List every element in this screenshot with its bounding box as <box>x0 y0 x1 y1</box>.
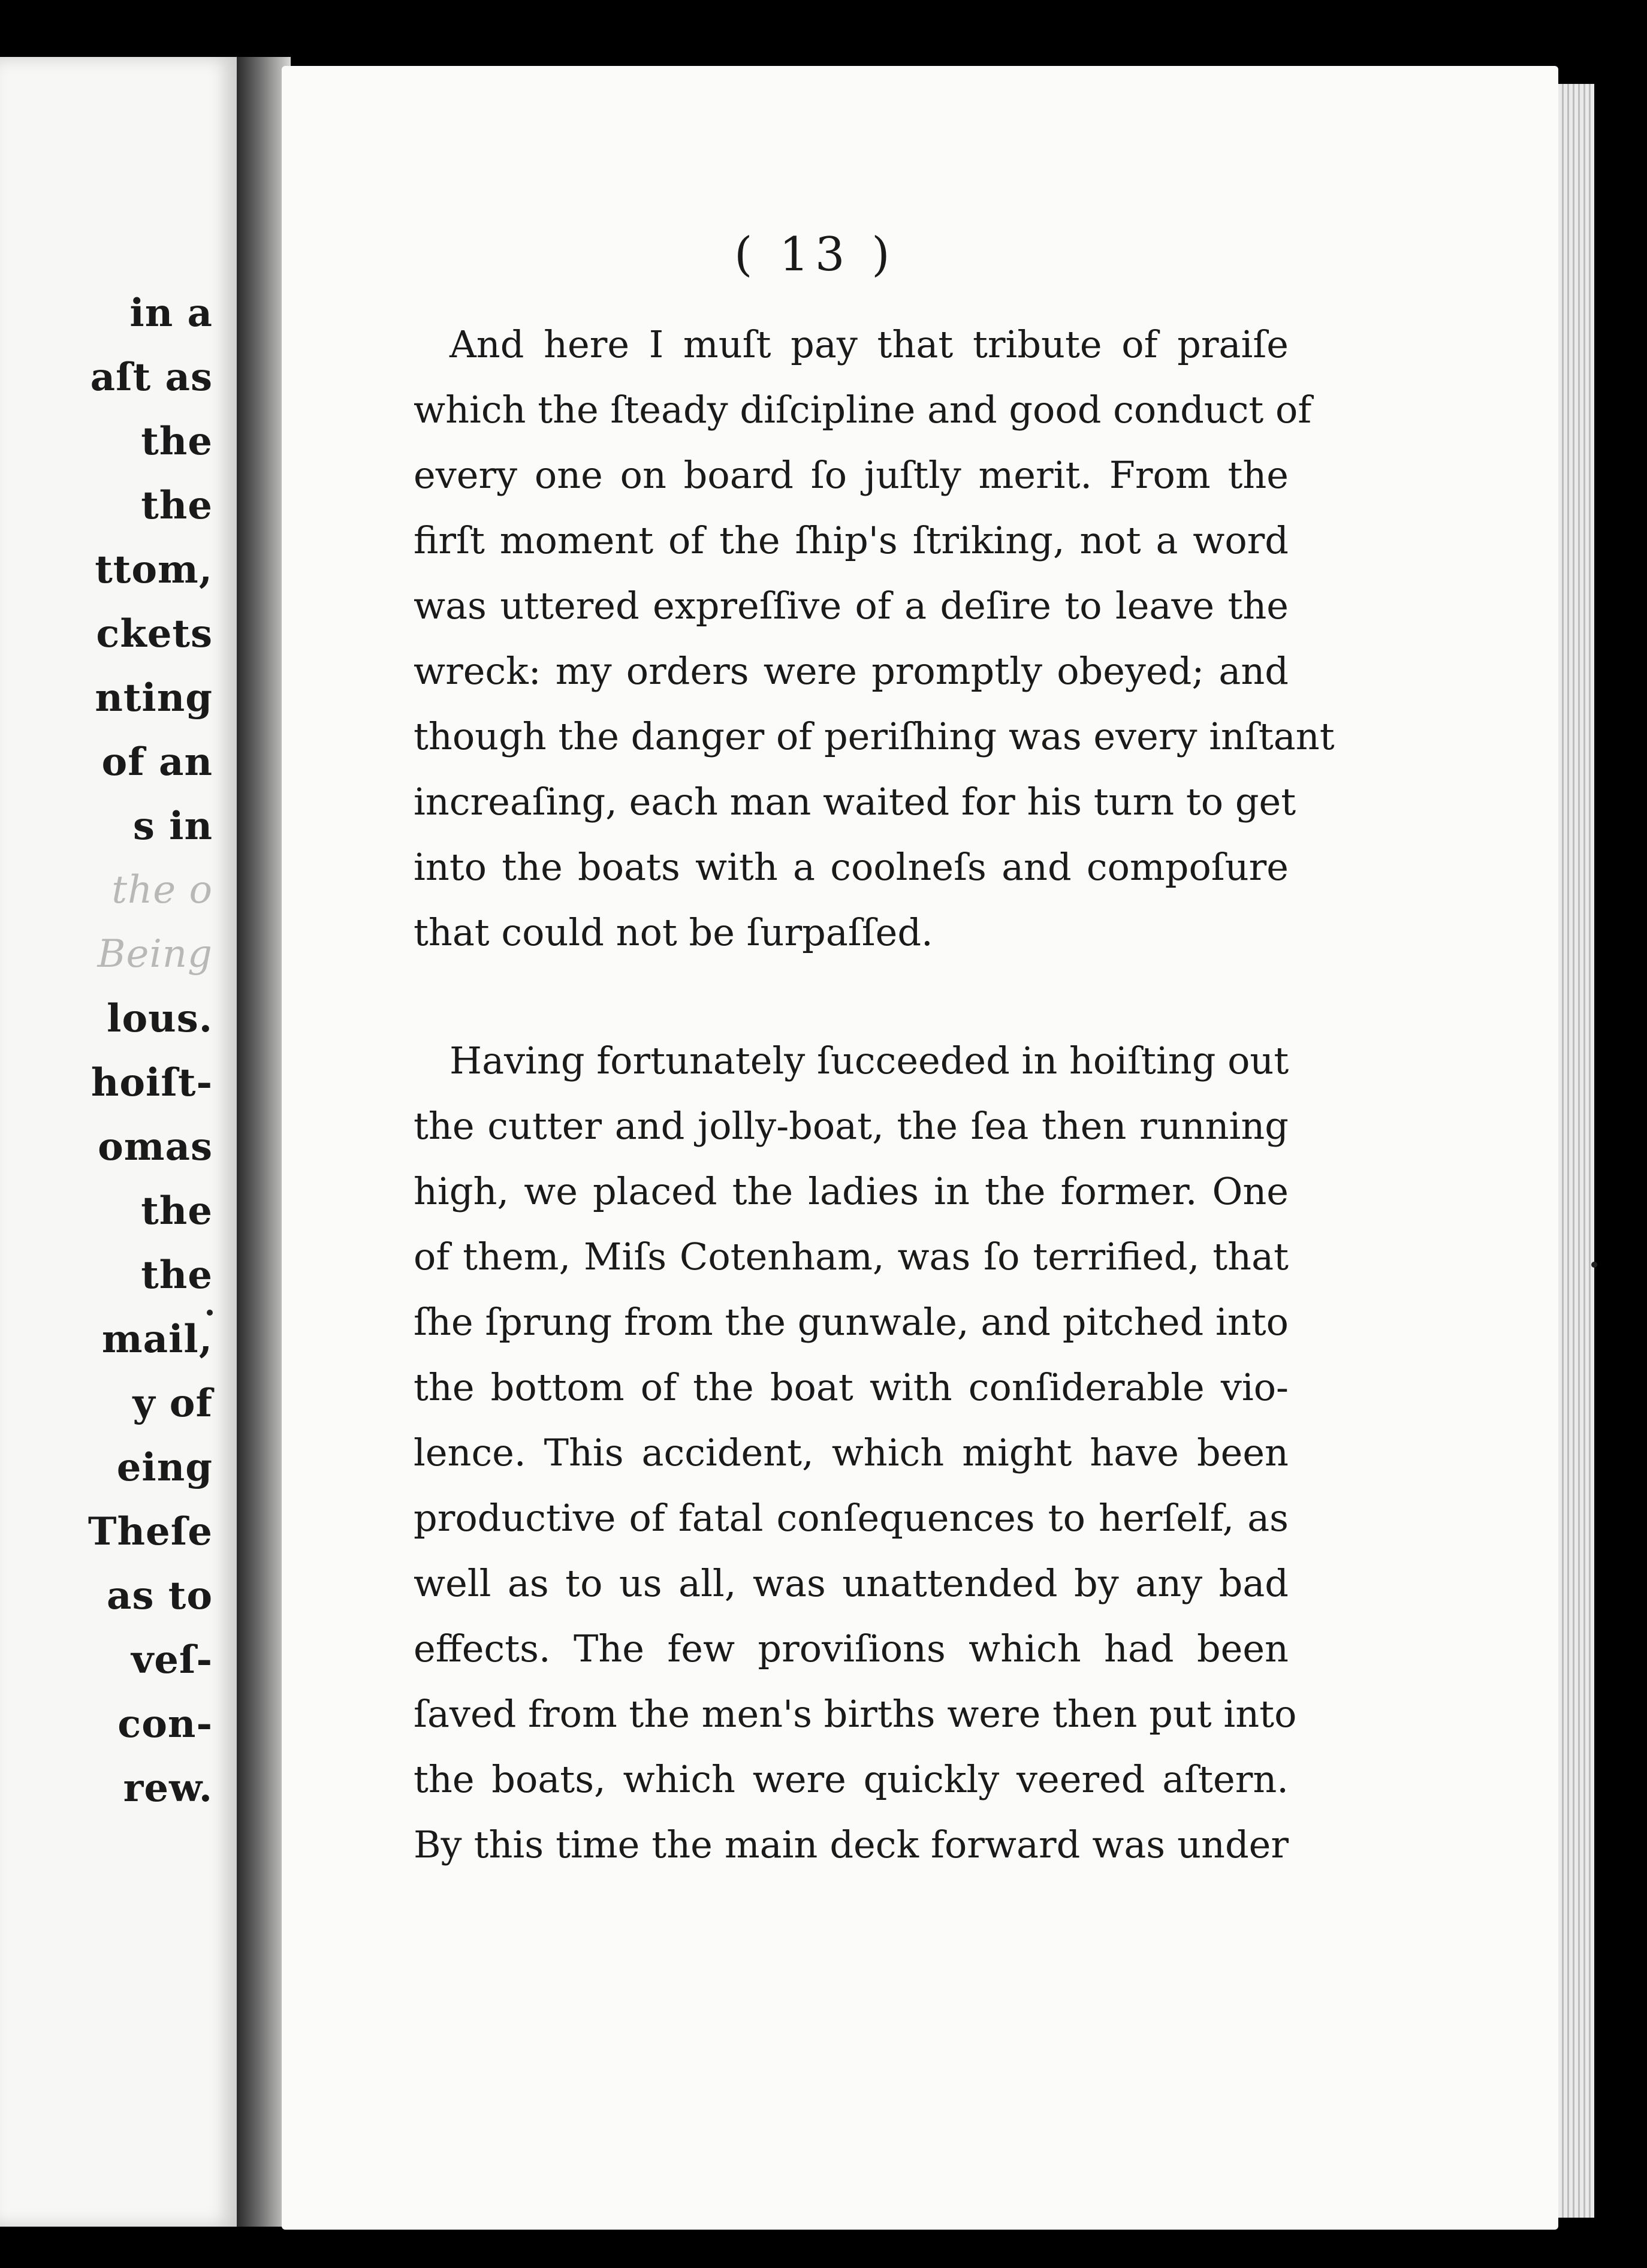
left-facing-page <box>0 57 237 2227</box>
text-line: ſaved from the men's births were then put into <box>414 1692 1297 1736</box>
left-page-line: veſ- <box>131 1637 213 1682</box>
left-page-line: rew. <box>123 1766 213 1811</box>
text-line: well as to us all, was unattended by any bad <box>414 1561 1289 1605</box>
left-page-line: hoiſt- <box>91 1060 213 1105</box>
left-page-line: ttom, <box>95 547 213 592</box>
left-page-line: as to <box>106 1573 213 1618</box>
left-page-line: the o <box>111 868 213 912</box>
text-line: effects. The few proviſions which had been <box>414 1627 1289 1670</box>
left-page-line: the <box>141 1189 213 1233</box>
page-edges <box>1558 84 1594 2218</box>
page-number: ( 13 ) <box>734 228 896 282</box>
left-page-line: s in <box>132 804 213 849</box>
text-line: though the danger of periſhing was every inſtant <box>414 714 1335 758</box>
text-line: wreck: my orders were promptly obeyed; and <box>414 649 1289 693</box>
left-page-line: con- <box>117 1702 213 1747</box>
text-line: the cutter and jolly-boat, the ſea then running <box>414 1104 1289 1148</box>
left-page-line: the <box>141 483 213 528</box>
text-line: increaſing, each man waited for his turn to get <box>414 780 1296 824</box>
left-page-line: y of <box>132 1381 213 1426</box>
text-line: high, we placed the ladies in the former. One <box>414 1169 1289 1213</box>
left-page-line: the <box>141 1253 213 1298</box>
ink-speck <box>207 1310 213 1316</box>
text-line: productive of fatal conſequences to herſelf, as <box>414 1496 1289 1540</box>
text-line: of them, Miſs Cotenham, was ſo terrified, that <box>414 1235 1289 1278</box>
left-page-line: eing <box>116 1445 213 1490</box>
left-page-line: ckets <box>96 611 213 656</box>
left-page-line: Theſe <box>88 1509 213 1554</box>
text-line: that could not be ſurpaſſed. <box>414 910 933 954</box>
paragraph-2 <box>414 1028 1297 1877</box>
left-page-line: of an <box>101 740 213 785</box>
ink-speck <box>1591 1262 1597 1268</box>
text-line: was uttered expreſſive of a deſire to leave the <box>414 584 1289 628</box>
text-line: And here I muſt pay that tribute of praiſe <box>450 322 1289 366</box>
text-line: firſt moment of the ſhip's ſtriking, not a word <box>414 518 1289 562</box>
text-line: lence. This accident, which might have been <box>414 1431 1289 1474</box>
left-page-line: lous. <box>107 996 213 1041</box>
left-page-line: mail, <box>101 1317 213 1362</box>
text-line: which the ſteady diſcipline and good conduct of <box>414 388 1312 432</box>
left-page-line: aſt as <box>90 355 213 400</box>
text-line: into the boats with a coolneſs and compoſure <box>414 845 1289 889</box>
left-page-line: in a <box>129 291 213 336</box>
left-page-line: the <box>141 419 213 464</box>
left-page-line: omas <box>98 1124 213 1169</box>
left-page-line: Being <box>97 932 213 976</box>
text-line: the bottom of the boat with conſiderable vio- <box>414 1365 1289 1409</box>
left-page-line: nting <box>95 675 213 720</box>
text-line: Having fortunately ſucceeded in hoiſting out <box>450 1039 1289 1082</box>
text-line: ſhe ſprung from the gunwale, and pitched into <box>414 1300 1289 1344</box>
text-line: every one on board ſo juſtly merit. From the <box>414 453 1289 497</box>
paragraph-1 <box>414 312 1335 965</box>
text-line: By this time the main deck forward was under <box>414 1823 1289 1866</box>
text-line: the boats, which were quickly veered aſtern. <box>414 1757 1289 1801</box>
